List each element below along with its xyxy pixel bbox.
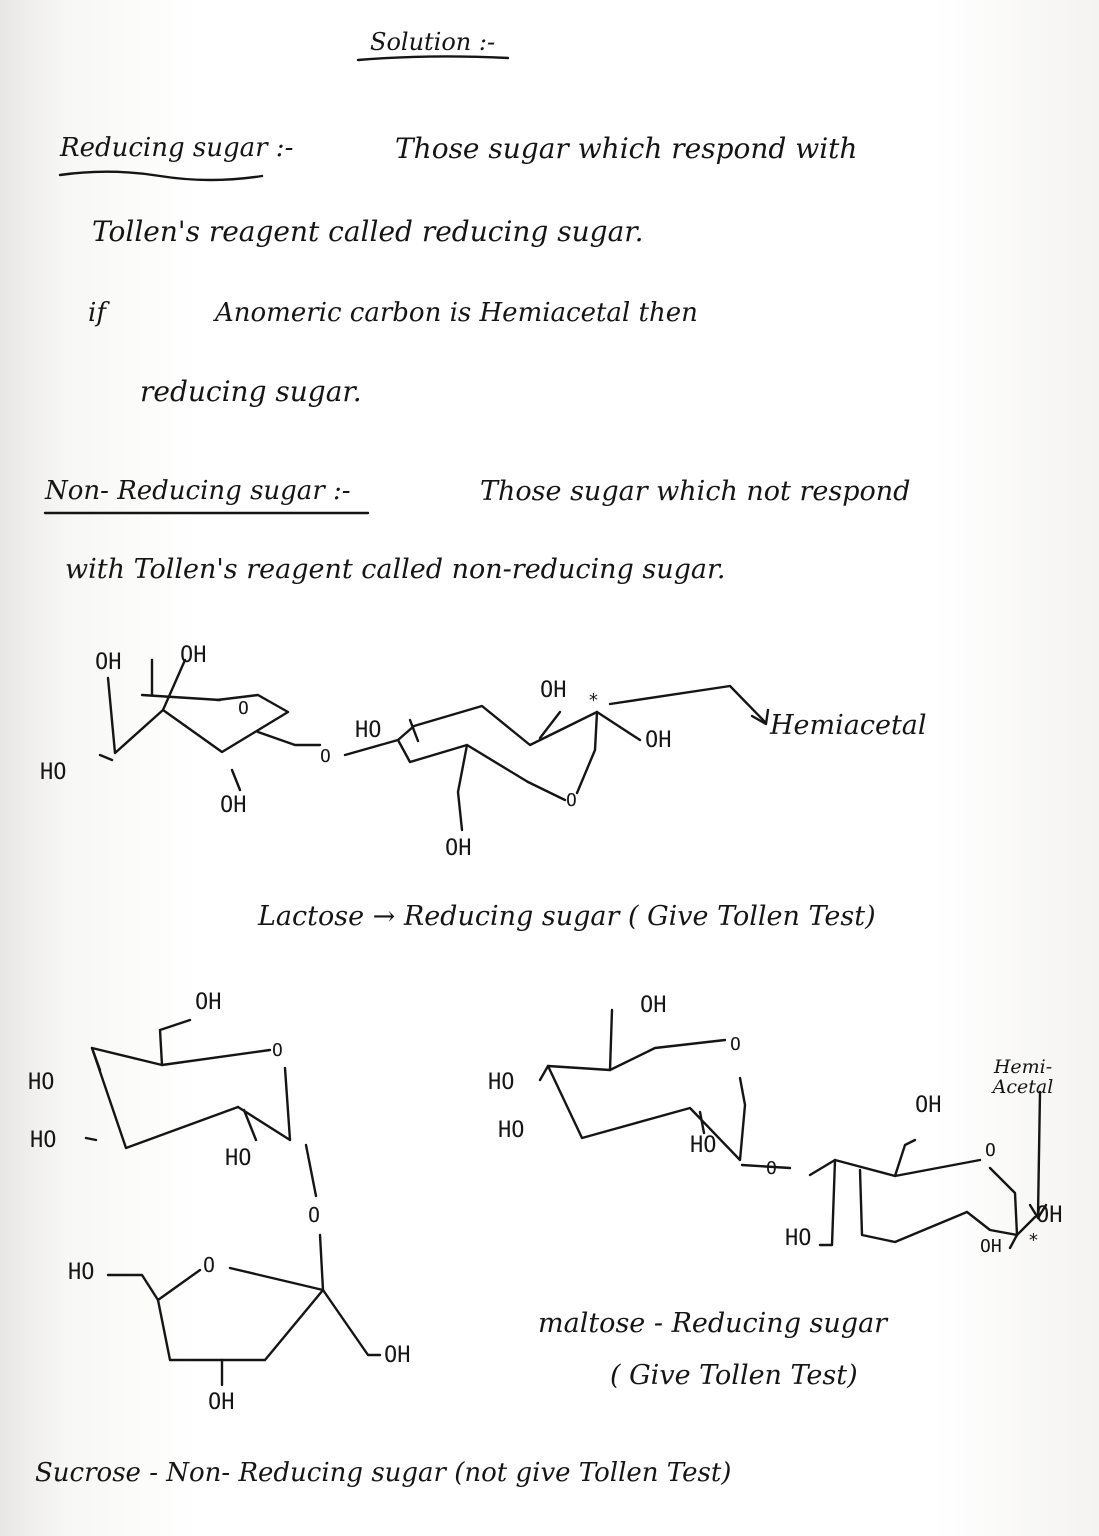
sucrose-label: HO <box>225 1146 252 1171</box>
lactose-label: O <box>238 698 249 719</box>
hemiacetal-label: Hemiacetal <box>770 710 927 741</box>
maltose-label: O <box>766 1158 777 1179</box>
maltose-anomeric-star: * <box>1028 1230 1039 1251</box>
maltose-label: O <box>985 1140 996 1161</box>
sucrose-label: O <box>272 1040 283 1061</box>
reducing-def-line2: Tollen's reagent called reducing sugar. <box>92 215 644 248</box>
maltose-label: HO <box>785 1226 812 1251</box>
maltose-label: OH <box>980 1236 1002 1257</box>
sucrose-label: HO <box>68 1260 95 1285</box>
rule-conclusion: reducing sugar. <box>140 375 362 408</box>
sucrose-label: OH <box>208 1390 235 1415</box>
lactose-label: HO <box>40 760 67 785</box>
maltose-caption-test: ( Give Tollen Test) <box>610 1360 858 1391</box>
lactose-label: OH <box>645 728 672 753</box>
lactose-anomeric-star: * <box>588 690 599 711</box>
reducing-def-line1: Those sugar which respond with <box>395 132 858 165</box>
sucrose-structure <box>86 1020 380 1385</box>
sucrose-label: O <box>308 1203 321 1227</box>
maltose-structure <box>540 1010 1046 1251</box>
sucrose-label: HO <box>30 1128 57 1153</box>
non-reducing-def-line2: with Tollen's reagent called non-reducing sugar. <box>65 554 726 585</box>
non-reducing-def-line1: Those sugar which not respond <box>480 476 911 507</box>
lactose-caption: Lactose → Reducing sugar ( Give Tollen Test) <box>258 901 876 932</box>
reducing-sugar-term: Reducing sugar :- <box>60 133 294 163</box>
lactose-label: OH <box>445 836 472 861</box>
non-reducing-sugar-term: Non- Reducing sugar :- <box>45 476 351 506</box>
lactose-label: OH <box>540 678 567 703</box>
page-heading: Solution :- <box>370 28 496 56</box>
lactose-label: OH <box>95 650 122 675</box>
maltose-label: HO <box>498 1118 525 1143</box>
hemi-acetal-annotation: Hemi-Acetal <box>992 1056 1054 1098</box>
lactose-label: O <box>566 790 577 811</box>
maltose-label: OH <box>915 1093 942 1118</box>
lactose-label: OH <box>220 793 247 818</box>
sucrose-caption: Sucrose - Non- Reducing sugar (not give Tollen Test) <box>35 1458 732 1488</box>
rule-line: Anomeric carbon is Hemiacetal then <box>215 298 698 328</box>
maltose-label: OH <box>640 993 667 1018</box>
maltose-label: HO <box>488 1070 515 1095</box>
maltose-caption: maltose - Reducing sugar <box>538 1308 888 1339</box>
rule-if: if <box>88 298 106 328</box>
reducing-underline <box>60 172 262 180</box>
lactose-label: HO <box>355 718 382 743</box>
sucrose-label: HO <box>28 1070 55 1095</box>
maltose-label: OH <box>1036 1203 1063 1228</box>
lactose-label: OH <box>180 643 207 668</box>
lactose-label: O <box>320 746 331 767</box>
sucrose-label: OH <box>384 1343 411 1368</box>
heading-underline <box>358 56 508 60</box>
sucrose-label: OH <box>195 990 222 1015</box>
sucrose-label: O <box>203 1253 216 1277</box>
maltose-label: O <box>730 1034 741 1055</box>
maltose-label: HO <box>690 1133 717 1158</box>
